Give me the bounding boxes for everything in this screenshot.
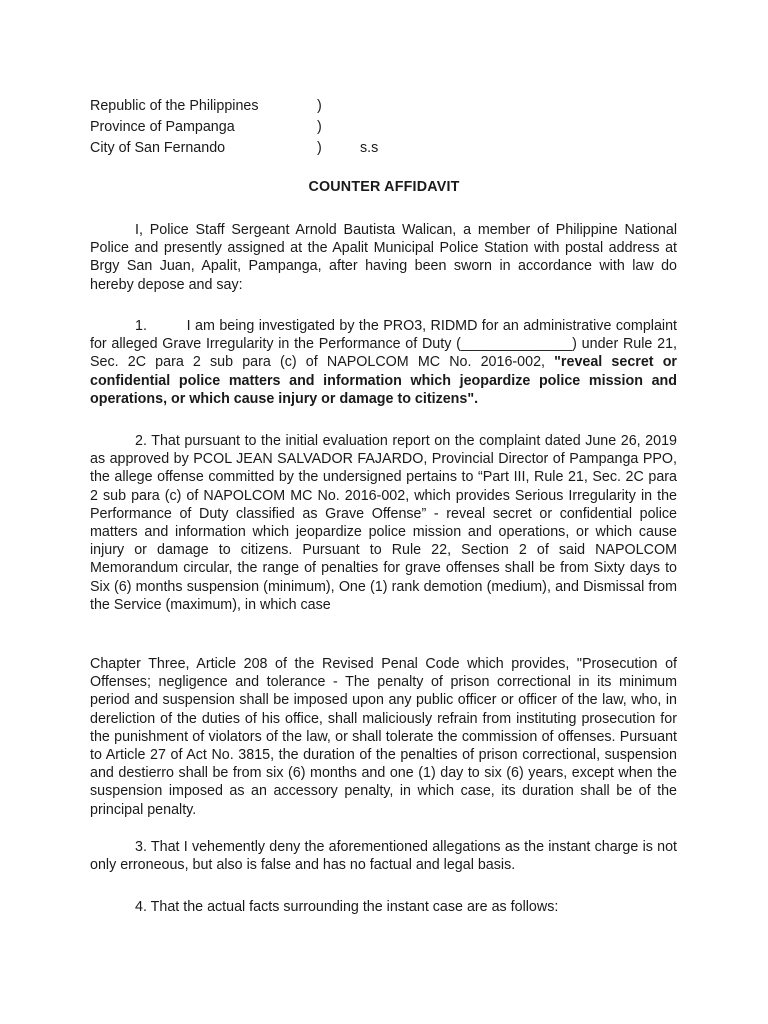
- caption-paren: ): [317, 140, 322, 156]
- caption-place: City of San Fernando: [90, 140, 226, 156]
- intro-paragraph: I, Police Staff Sergeant Arnold Bautista Walican, a member of Philippine National Police and presently assigned at the Apalit Municipal Police Station with postal address at Brgy San Juan, Apalit, Pampanga, after having been sworn in accordance with law do hereby depose and say:: [90, 222, 677, 293]
- paragraph-4: 4. That the actual facts surrounding the instant case are as follows:: [135, 899, 559, 915]
- caption-paren: ): [317, 98, 322, 114]
- paragraph-2: 2. That pursuant to the initial evaluation report on the complaint dated June 26, 2019 as approved by PCOL JEAN SALVADOR FAJARDO, Provincial Director of Pampanga PPO, the allege offense committed by the undersigned pertains to “Part III, Rule 21, Sec. 2C para 2 sub para (c) of NAPOLCOM MC No. 2016-002, which provides Serious Irregularity in the Performance of Duty classified as Grave Offense” - reveal secret or confidential police matters and information which jeopardize police mission and operations, or which cause injury or damage to citizens. Pursuant to Rule 22, Section 2 of said NAPOLCOM Memorandum circular, the range of penalties for grave offenses shall be from Sixty days to Six (6) months suspension (minimum), One (1) rank demotion (medium), and Dismissal from the Service (maximum), in which case: [90, 433, 677, 613]
- caption-place: Republic of the Philippines: [90, 98, 259, 114]
- paragraph-1: [90, 317, 677, 408]
- document-title: COUNTER AFFIDAVIT: [308, 179, 460, 195]
- paragraph-1-bold-text: "reveal secret or confidential police matters and information which jeopardize police mission and operations, or which cause injury or damage to citizens".: [90, 354, 677, 407]
- paragraph-1-number: 1.: [135, 318, 147, 334]
- caption-ss: s.s: [360, 140, 379, 156]
- caption-place: Province of Pampanga: [90, 119, 235, 135]
- caption-paren: ): [317, 119, 322, 135]
- paragraph-1-text: I am being investigated by the PRO3, RIDMD for an administrative complaint for alleged Grave Irregularity in the Performance of Duty (______________) under Rule 21, Sec. 2C para 2 sub para (c) of NAPOLCOM MC No. 2016-002,: [90, 318, 678, 371]
- paragraph-3: 3. That I vehemently deny the aforementioned allegations as the instant charge is not only erroneous, but also is false and has no factual and legal basis.: [90, 839, 677, 874]
- chapter-paragraph: Chapter Three, Article 208 of the Revised Penal Code which provides, "Prosecution of Offenses; negligence and tolerance - The penalty of prison correctional in its minimum period and suspension shall be imposed upon any public officer or officer of the law, who, in dereliction of the duties of his office, shall maliciously refrain from instituting prosecution for the punishment of violators of the law, or shall tolerate the commission of offenses. Pursuant to Article 27 of Act No. 3815, the duration of the penalties of prison correctional, suspension and destierro shall be from six (6) months and one (1) day to six (6) years, except when the suspension imposed as an accessory penalty, in which case, its duration shall be of the principal penalty.: [90, 656, 677, 818]
